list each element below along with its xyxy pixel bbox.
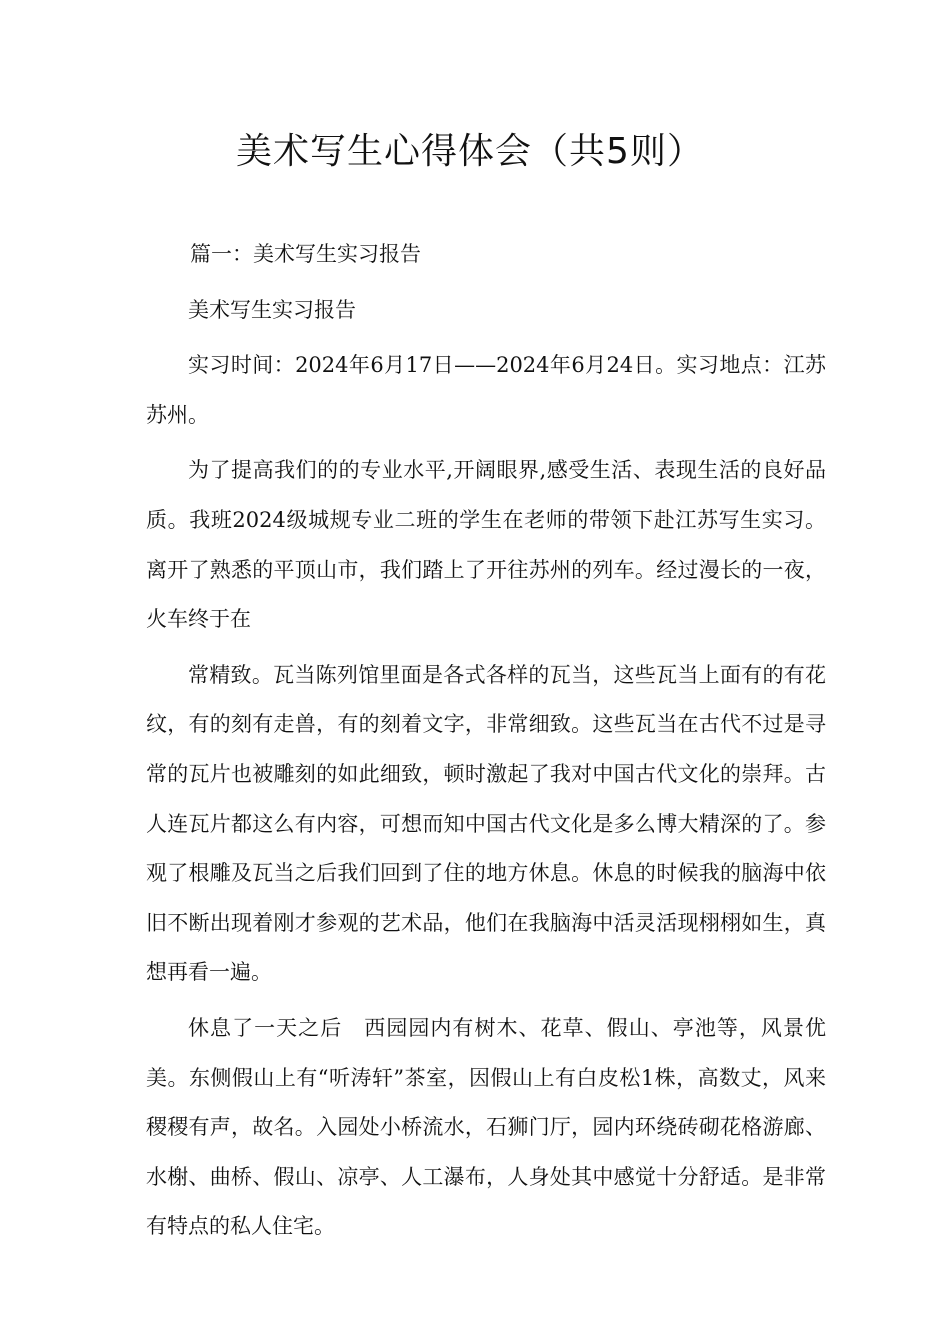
paragraph-time-location: 实习时间：2024年6月17日——2024年6月24日。实习地点：江苏苏州。 <box>146 353 826 427</box>
paragraph-west-garden: 休息了一天之后 西园园内有树木、花草、假山、亭池等，风景优美。东侧假山上有“听涛轩”茶室，因假山上有白皮松1株，高数丈，风来稷稷有声，故名。入园处小桥流水，石狮门厅，园内环绕砖砌花格游廊、水榭、曲桥、假山、凉亭、人工瀑布，人身处其中感觉十分舒适。是非常有特点的私人住宅。 <box>146 1015 826 1239</box>
paragraph-intro: 为了提高我们的的专业水平,开阔眼界,感受生活、表现生活的良好品质。我班2024级城规专业二班的学生在老师的带领下赴江苏写生实习。离开了熟悉的平顶山市，我们踏上了开往苏州的列车。经过漫长的一夜，火车终于在 <box>146 458 826 632</box>
section-heading: 篇一：美术写生实习报告 <box>190 242 421 266</box>
paragraph-report-title: 美术写生实习报告 <box>188 297 356 322</box>
paragraph-tile-museum: 常精致。瓦当陈列馆里面是各式各样的瓦当，这些瓦当上面有的有花纹，有的刻有走兽，有的刻着文字，非常细致。这些瓦当在古代不过是寻常的瓦片也被雕刻的如此细致，顿时激起了我对中国古代文化的崇拜。古人连瓦片都这么有内容，可想而知中国古代文化是多么博大精深的了。参观了根雕及瓦当之后我们回到了住的地方休息。休息的时候我的脑海中依旧不断出现着刚才参观的艺术品，他们在我脑海中活灵活现栩栩如生，真想再看一遍。 <box>146 662 826 985</box>
document-body <box>146 230 826 1252</box>
document-title: 美术写生心得体会（共5则） <box>236 131 704 172</box>
